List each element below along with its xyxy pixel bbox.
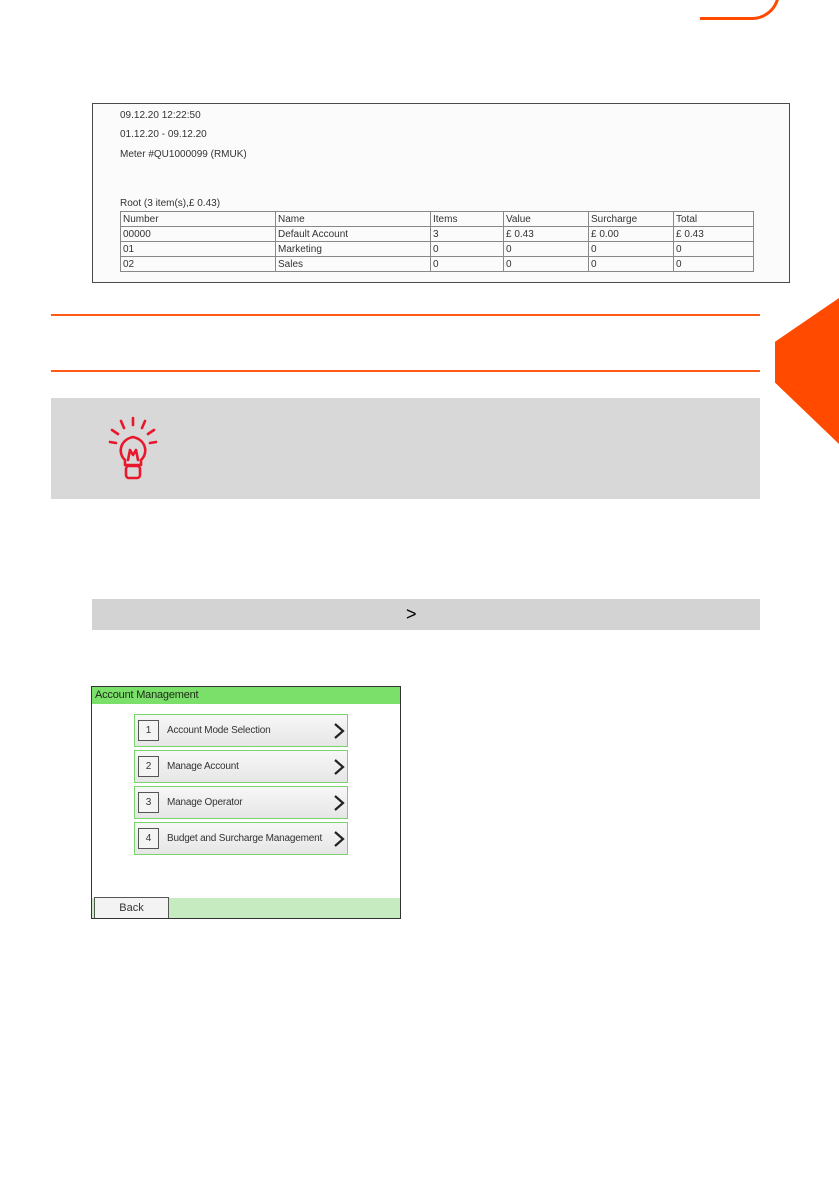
table-cell: £ 0.43 xyxy=(504,227,589,242)
table-cell: 02 xyxy=(121,257,276,272)
section-rule-bottom xyxy=(51,370,760,372)
report-timestamp: 09.12.20 12:22:50 xyxy=(120,110,201,121)
section-rule-top xyxy=(51,314,760,316)
navigation-path-bar xyxy=(92,599,760,630)
chevron-right-icon xyxy=(333,794,345,812)
chevron-right-icon xyxy=(333,830,345,848)
menu-item-label: Manage Operator xyxy=(167,797,243,808)
chevron-right-icon xyxy=(333,722,345,740)
column-header: Surcharge xyxy=(589,212,674,227)
table-row xyxy=(121,257,754,272)
report-printout xyxy=(92,103,790,283)
report-period: 01.12.20 - 09.12.20 xyxy=(120,129,207,140)
menu-item-number: 3 xyxy=(138,792,159,813)
device-screen xyxy=(91,686,401,919)
table-row xyxy=(121,227,754,242)
table-cell: 0 xyxy=(504,257,589,272)
table-cell: 0 xyxy=(674,242,754,257)
column-header: Name xyxy=(276,212,431,227)
menu-item-account-mode-selection[interactable] xyxy=(134,714,348,747)
table-cell: 00000 xyxy=(121,227,276,242)
menu-item-label: Account Mode Selection xyxy=(167,725,271,736)
table-cell: 3 xyxy=(431,227,504,242)
report-meter: Meter #QU1000099 (RMUK) xyxy=(120,149,247,160)
column-header: Value xyxy=(504,212,589,227)
table-cell: 0 xyxy=(504,242,589,257)
menu-item-number: 1 xyxy=(138,720,159,741)
table-header-row xyxy=(121,212,754,227)
lightbulb-icon xyxy=(108,416,158,480)
column-header: Total xyxy=(674,212,754,227)
table-cell: 0 xyxy=(431,257,504,272)
screen-title: Account Management xyxy=(92,687,400,704)
report-root-summary: Root (3 item(s),£ 0.43) xyxy=(120,198,221,209)
menu-item-label: Manage Account xyxy=(167,761,239,772)
table-cell: Marketing xyxy=(276,242,431,257)
table-cell: 01 xyxy=(121,242,276,257)
table-cell: 0 xyxy=(589,257,674,272)
column-header: Number xyxy=(121,212,276,227)
table-cell: 0 xyxy=(589,242,674,257)
table-cell: £ 0.00 xyxy=(589,227,674,242)
table-cell: Default Account xyxy=(276,227,431,242)
path-separator: > xyxy=(406,604,417,624)
table-cell: Sales xyxy=(276,257,431,272)
chapter-tab xyxy=(775,298,839,444)
report-table xyxy=(120,211,754,272)
menu-item-label: Budget and Surcharge Management xyxy=(167,833,323,844)
menu-item-manage-account[interactable] xyxy=(134,750,348,783)
page-corner-decoration xyxy=(700,0,780,20)
table-cell: 0 xyxy=(674,257,754,272)
menu-item-number: 2 xyxy=(138,756,159,777)
table-cell: 0 xyxy=(431,242,504,257)
table-cell: £ 0.43 xyxy=(674,227,754,242)
menu-item-number: 4 xyxy=(138,828,159,849)
menu-item-manage-operator[interactable] xyxy=(134,786,348,819)
column-header: Items xyxy=(431,212,504,227)
back-button[interactable]: Back xyxy=(94,897,169,918)
table-row xyxy=(121,242,754,257)
chevron-right-icon xyxy=(333,758,345,776)
menu-item-budget-surcharge-management[interactable] xyxy=(134,822,348,855)
